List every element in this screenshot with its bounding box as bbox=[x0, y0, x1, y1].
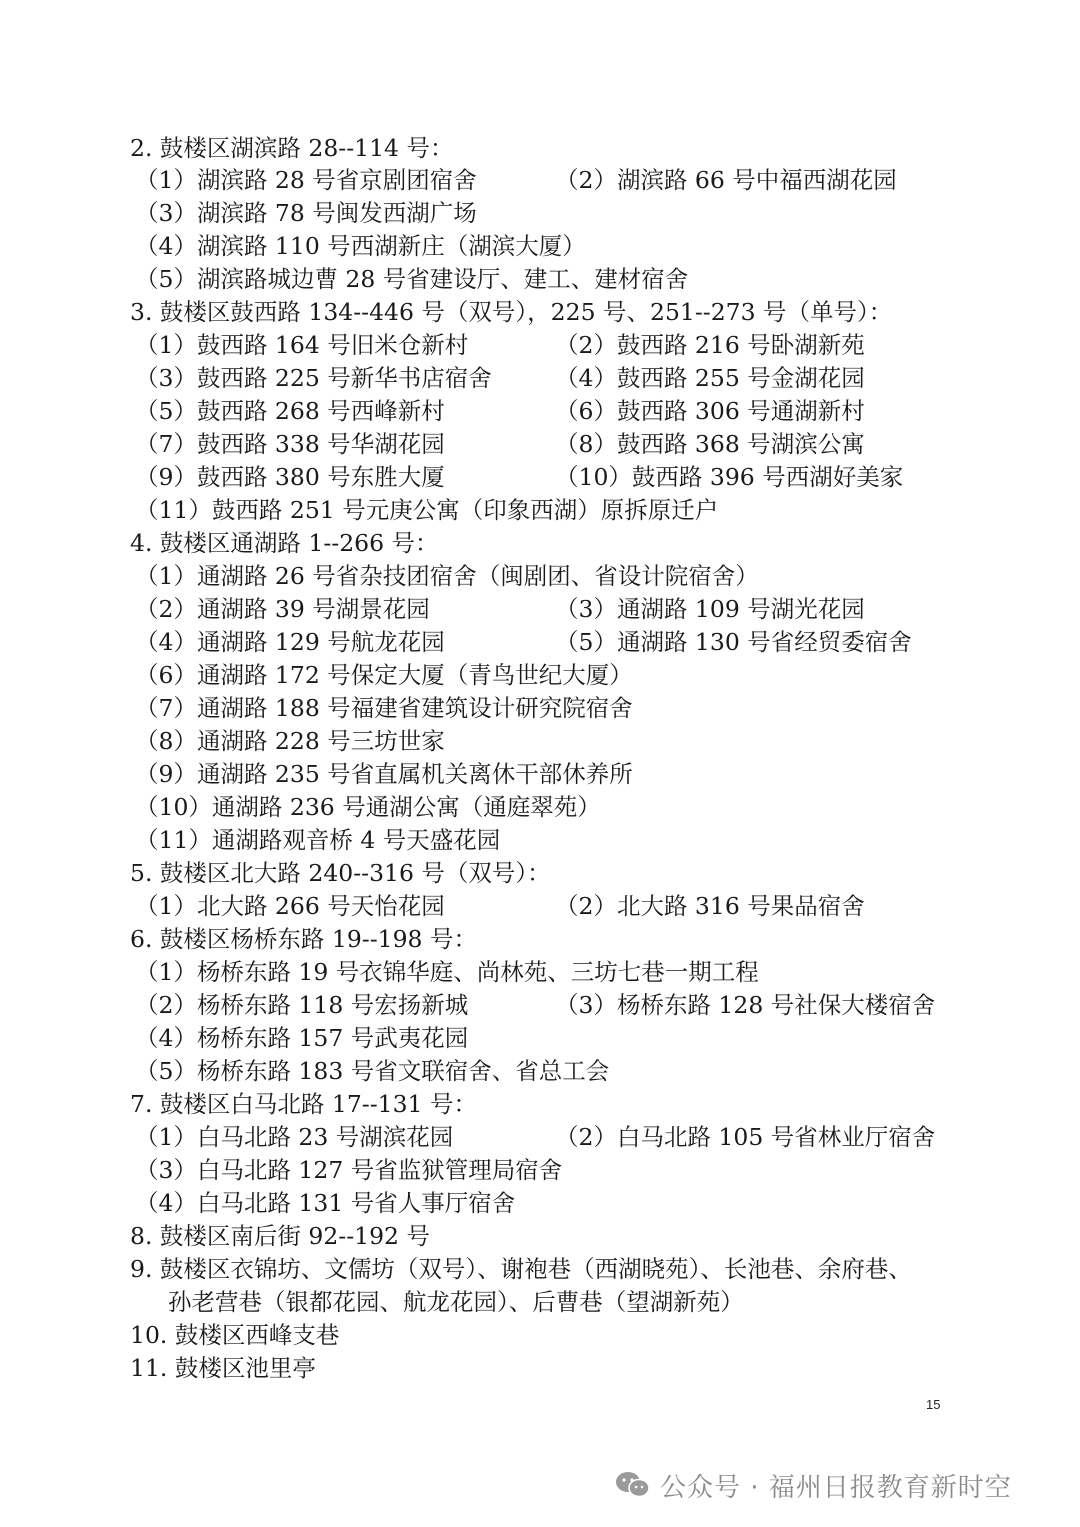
footer-text: 公众号 · 福州日报教育新时空 bbox=[660, 1472, 1012, 1503]
text-entry: （11）通湖路观音桥 4 号天盛花园 bbox=[135, 826, 501, 854]
text-entry: （2）鼓西路 216 号卧湖新苑 bbox=[555, 331, 865, 359]
text-entry: （2）北大路 316 号果品宿舍 bbox=[555, 892, 865, 920]
text-entry: （2）杨桥东路 118 号宏扬新城 bbox=[135, 991, 469, 1019]
text-entry: （2）通湖路 39 号湖景花园 bbox=[135, 595, 430, 623]
text-entry: （6）通湖路 172 号保定大厦（青鸟世纪大厦） bbox=[135, 661, 633, 689]
text-entry: （1）湖滨路 28 号省京剧团宿舍 bbox=[135, 166, 477, 194]
text-entry: （7）通湖路 188 号福建省建筑设计研究院宿舍 bbox=[135, 694, 633, 722]
text-entry: （4）鼓西路 255 号金湖花园 bbox=[555, 364, 865, 392]
text-entry: （10）通湖路 236 号通湖公寓（通庭翠苑） bbox=[135, 793, 601, 821]
text-entry: （1）通湖路 26 号省杂技团宿舍（闽剧团、省设计院宿舍） bbox=[135, 562, 759, 590]
page-number: 15 bbox=[926, 1397, 941, 1412]
text-entry: 9. 鼓楼区衣锦坊、文儒坊（双号）、谢袍巷（西湖晓苑）、长池巷、余府巷、 bbox=[130, 1255, 912, 1283]
text-entry: 10. 鼓楼区西峰支巷 bbox=[130, 1321, 340, 1349]
text-entry: （5）湖滨路城边曹 28 号省建设厅、建工、建材宿舍 bbox=[135, 265, 689, 293]
text-entry: （3）白马北路 127 号省监狱管理局宿舍 bbox=[135, 1156, 563, 1184]
text-entry: （1）白马北路 23 号湖滨花园 bbox=[135, 1123, 454, 1151]
text-entry: （1）杨桥东路 19 号衣锦华庭、尚林苑、三坊七巷一期工程 bbox=[135, 958, 759, 986]
text-entry: （8）通湖路 228 号三坊世家 bbox=[135, 727, 445, 755]
text-entry: （3）鼓西路 225 号新华书店宿舍 bbox=[135, 364, 492, 392]
text-entry: 5. 鼓楼区北大路 240--316 号（双号）： bbox=[130, 859, 551, 887]
text-entry: （3）湖滨路 78 号闽发西湖广场 bbox=[135, 199, 477, 227]
text-entry: （5）杨桥东路 183 号省文联宿舍、省总工会 bbox=[135, 1057, 610, 1085]
text-entry: （3）通湖路 109 号湖光花园 bbox=[555, 595, 865, 623]
text-entry: （11）鼓西路 251 号元庚公寓（印象西湖）原拆原迁户 bbox=[135, 496, 719, 524]
text-entry: （7）鼓西路 338 号华湖花园 bbox=[135, 430, 445, 458]
footer-watermark bbox=[614, 1465, 1012, 1505]
text-entry: （4）杨桥东路 157 号武夷花园 bbox=[135, 1024, 469, 1052]
text-entry: （2）湖滨路 66 号中福西湖花园 bbox=[555, 166, 897, 194]
text-entry: 3. 鼓楼区鼓西路 134--446 号（双号），225 号、251--273 号（单号）： bbox=[130, 298, 893, 326]
text-entry: （4）白马北路 131 号省人事厅宿舍 bbox=[135, 1189, 516, 1217]
text-entry: （2）白马北路 105 号省林业厅宿舍 bbox=[555, 1123, 936, 1151]
text-entry: （3）杨桥东路 128 号社保大楼宿舍 bbox=[555, 991, 936, 1019]
text-entry: （6）鼓西路 306 号通湖新村 bbox=[555, 397, 865, 425]
text-entry: 8. 鼓楼区南后街 92--192 号 bbox=[130, 1222, 430, 1250]
text-entry: （1）鼓西路 164 号旧米仓新村 bbox=[135, 331, 469, 359]
text-entry: 11. 鼓楼区池里亭 bbox=[130, 1354, 316, 1382]
text-entry: （5）通湖路 130 号省经贸委宿舍 bbox=[555, 628, 912, 656]
text-entry: 4. 鼓楼区通湖路 1--266 号： bbox=[130, 529, 439, 557]
text-entry: （8）鼓西路 368 号湖滨公寓 bbox=[555, 430, 865, 458]
text-entry: （1）北大路 266 号天怡花园 bbox=[135, 892, 445, 920]
text-entry: 孙老营巷（银都花园、航龙花园）、后曹巷（望湖新苑） bbox=[168, 1288, 744, 1316]
text-entry: （4）湖滨路 110 号西湖新庄（湖滨大厦） bbox=[135, 232, 586, 260]
text-entry: 6. 鼓楼区杨桥东路 19--198 号： bbox=[130, 925, 477, 953]
text-entry: （4）通湖路 129 号航龙花园 bbox=[135, 628, 445, 656]
text-entry: （10）鼓西路 396 号西湖好美家 bbox=[555, 463, 904, 491]
wechat-icon bbox=[614, 1470, 652, 1500]
text-entry: 2. 鼓楼区湖滨路 28--114 号： bbox=[130, 134, 454, 162]
text-entry: （5）鼓西路 268 号西峰新村 bbox=[135, 397, 445, 425]
text-entry: 7. 鼓楼区白马北路 17--131 号： bbox=[130, 1090, 477, 1118]
text-entry: （9）鼓西路 380 号东胜大厦 bbox=[135, 463, 445, 491]
text-entry: （9）通湖路 235 号省直属机关离休干部休养所 bbox=[135, 760, 633, 788]
